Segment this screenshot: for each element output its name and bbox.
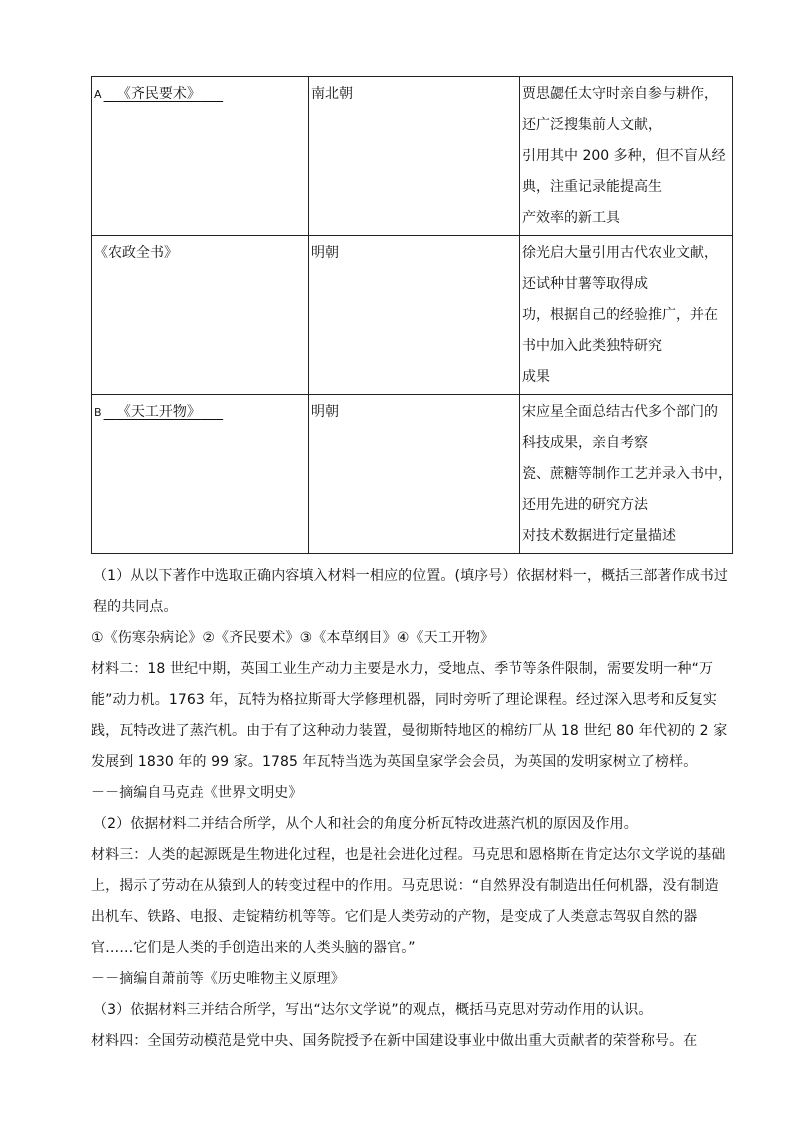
table-row xyxy=(92,77,733,236)
work-title: 《天工开物》 xyxy=(116,404,201,420)
work-cell xyxy=(92,77,309,236)
description-line: 徐光启大量引用古代农业文献， xyxy=(522,245,718,261)
description-line: 还用先进的研究方法 xyxy=(522,497,648,513)
material-3: 材料三：人类的起源既是生物进化过程，也是社会进化过程。马克思和恩格斯在肯定达尔文学说的基础上，揭示了劳动在从猿到人的转变过程中的作用。马克思说：“自然界没有制造出任何机器，没有制造出机车、铁路、电报、走锭精纺机等等。它们是人类劳动的产物，是变成了人类意志驾驭自然的器官……它们是人类的手创造出来的人类头脑的器官。” xyxy=(91,847,726,956)
dynasty: 明朝 xyxy=(311,245,339,261)
description-line: 科技成果，亲自考察 xyxy=(522,435,648,451)
work-cell xyxy=(92,236,309,395)
description-line: 引用其中 200 多种，但不盲从经 xyxy=(522,148,726,164)
description-line: 对技术数据进行定量描述 xyxy=(522,528,676,544)
description-cell xyxy=(520,77,733,236)
description-line: 产效率的新工具 xyxy=(522,210,620,226)
work-cell xyxy=(92,395,309,554)
material-2: 材料二：18 世纪中期，英国工业生产动力主要是水力，受地点、季节等条件限制，需要发明一种“万能”动力机。1763 年，瓦特为格拉斯哥大学修理机器，同时旁听了理论课程。经过深入思考和反复实践，瓦特改进了蒸汽机。由于有了这种动力装置，曼彻斯特地区的棉纺厂从 18 世纪 80 年代初的 2 家发展到 1830 年的 99 家。1785 年瓦特当选为英国皇家学会会员，为英国的发明家树立了榜样。 xyxy=(91,661,728,770)
work-title: 《农政全书》 xyxy=(94,245,178,261)
description-line: 功，根据自己的经验推广，并在 xyxy=(522,307,718,323)
dynasty-cell xyxy=(309,77,520,236)
works-table xyxy=(91,76,733,554)
dynasty: 南北朝 xyxy=(311,86,353,102)
description-line: 书中加入此类独特研究 xyxy=(522,338,662,354)
dynasty-cell xyxy=(309,236,520,395)
description-line: 典，注重记录能提高生 xyxy=(522,179,662,195)
table-row xyxy=(92,236,733,395)
description-line: 瓷、蔗糖等制作工艺并录入书中， xyxy=(522,466,732,482)
question-3: （3）依据材料三并结合所学，写出“达尔文学说”的观点，概括马克思对劳动作用的认识。 xyxy=(93,1002,653,1018)
answer-letter: B xyxy=(94,406,102,419)
source-citation: －－摘编自马克垚《世界文明史》 xyxy=(91,785,303,801)
dynasty-cell xyxy=(309,395,520,554)
table-row xyxy=(92,395,733,554)
work-title: 《齐民要术》 xyxy=(116,86,201,102)
description-line: 贾思勰任太守时亲自参与耕作， xyxy=(522,86,718,102)
answer-letter: A xyxy=(94,88,102,101)
material-4: 材料四：全国劳动模范是党中央、国务院授予在新中国建设事业中做出重大贡献者的荣誉称号。在 xyxy=(91,1033,698,1049)
question-1: （1）从以下著作中选取正确内容填入材料一相应的位置。(填序号）依据材料一，概括三部著作成书过程的共同点。 xyxy=(93,568,728,615)
question-2: （2）依据材料二并结合所学，从个人和社会的角度分析瓦特改进蒸汽机的原因及作用。 xyxy=(93,816,638,832)
description-line: 还广泛搜集前人文献， xyxy=(522,117,662,133)
description-cell xyxy=(520,395,733,554)
description-line: 宋应星全面总结古代多个部门的 xyxy=(522,404,718,420)
description-line: 还试种甘薯等取得成 xyxy=(522,276,648,292)
description-line: 成果 xyxy=(522,369,550,385)
description-cell xyxy=(520,236,733,395)
source-citation: －－摘编自萧前等《历史唯物主义原理》 xyxy=(91,971,345,987)
options-list: ①《伤寒杂病论》②《齐民要术》③《本草纲目》④《天工开物》 xyxy=(91,630,495,646)
dynasty: 明朝 xyxy=(311,404,339,420)
question-body xyxy=(91,561,731,1057)
